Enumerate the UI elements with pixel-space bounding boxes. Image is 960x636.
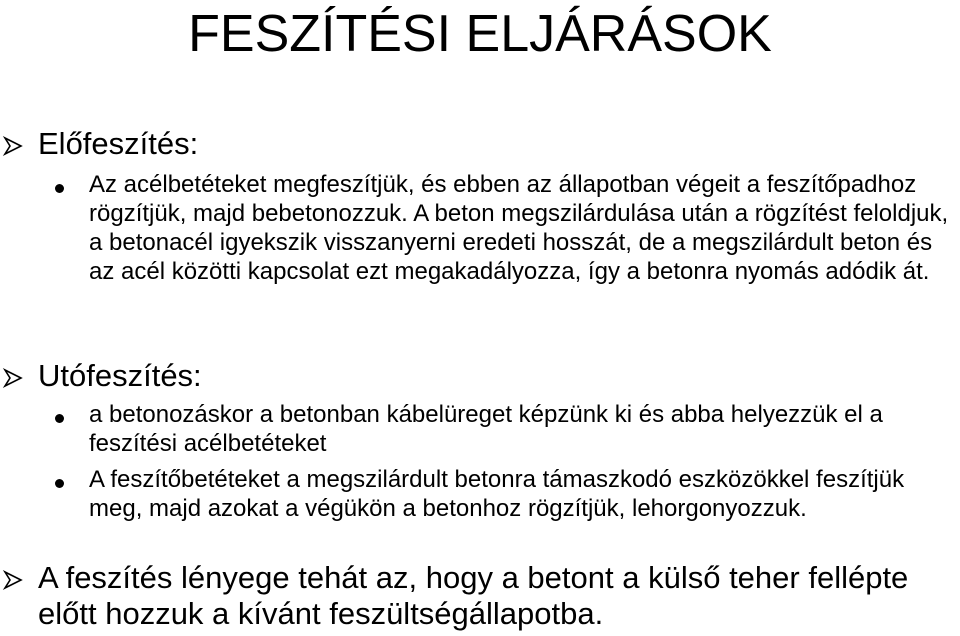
list-item-text: a betonozáskor a betonban kábelüreget képzünk ki és abba helyezzük el a feszítési acélbetéteket bbox=[89, 401, 883, 457]
section-heading: Előfeszítés: bbox=[38, 126, 199, 161]
round-bullet-icon bbox=[55, 479, 64, 488]
closing-statement: A feszítés lényege tehát az, hogy a betont a külső teher fellépte előtt hozzuk a kívánt feszültségállapotba. bbox=[38, 560, 909, 631]
round-bullet-icon bbox=[55, 184, 64, 193]
section-heading: Utófeszítés: bbox=[38, 358, 202, 393]
arrow-bullet-icon bbox=[2, 367, 24, 389]
list-item-text: Az acélbetéteket megfeszítjük, és ebben az állapotban végeit a feszítőpadhoz rögzítjük, majd bebetonozzuk. A beton megszilárdulása után a rögzítést feloldjuk, a betonacél igyekszik visszanyerni eredeti hosszát, de a megszilárdult beton és az acél közötti kapcsolat ezt megakadályozza, így a betonra nyomás adódik át. bbox=[89, 171, 949, 285]
list-item-text: A feszítőbetéteket a megszilárdult betonra támaszkodó eszközökkel feszítjük meg, majd azokat a végükön a betonhoz rögzítjük, lehorgonyozzuk. bbox=[89, 466, 905, 522]
slide-title: FESZÍTÉSI ELJÁRÁSOK bbox=[188, 5, 772, 63]
round-bullet-icon bbox=[55, 414, 64, 423]
arrow-bullet-icon bbox=[2, 569, 24, 591]
arrow-bullet-icon bbox=[2, 135, 24, 157]
